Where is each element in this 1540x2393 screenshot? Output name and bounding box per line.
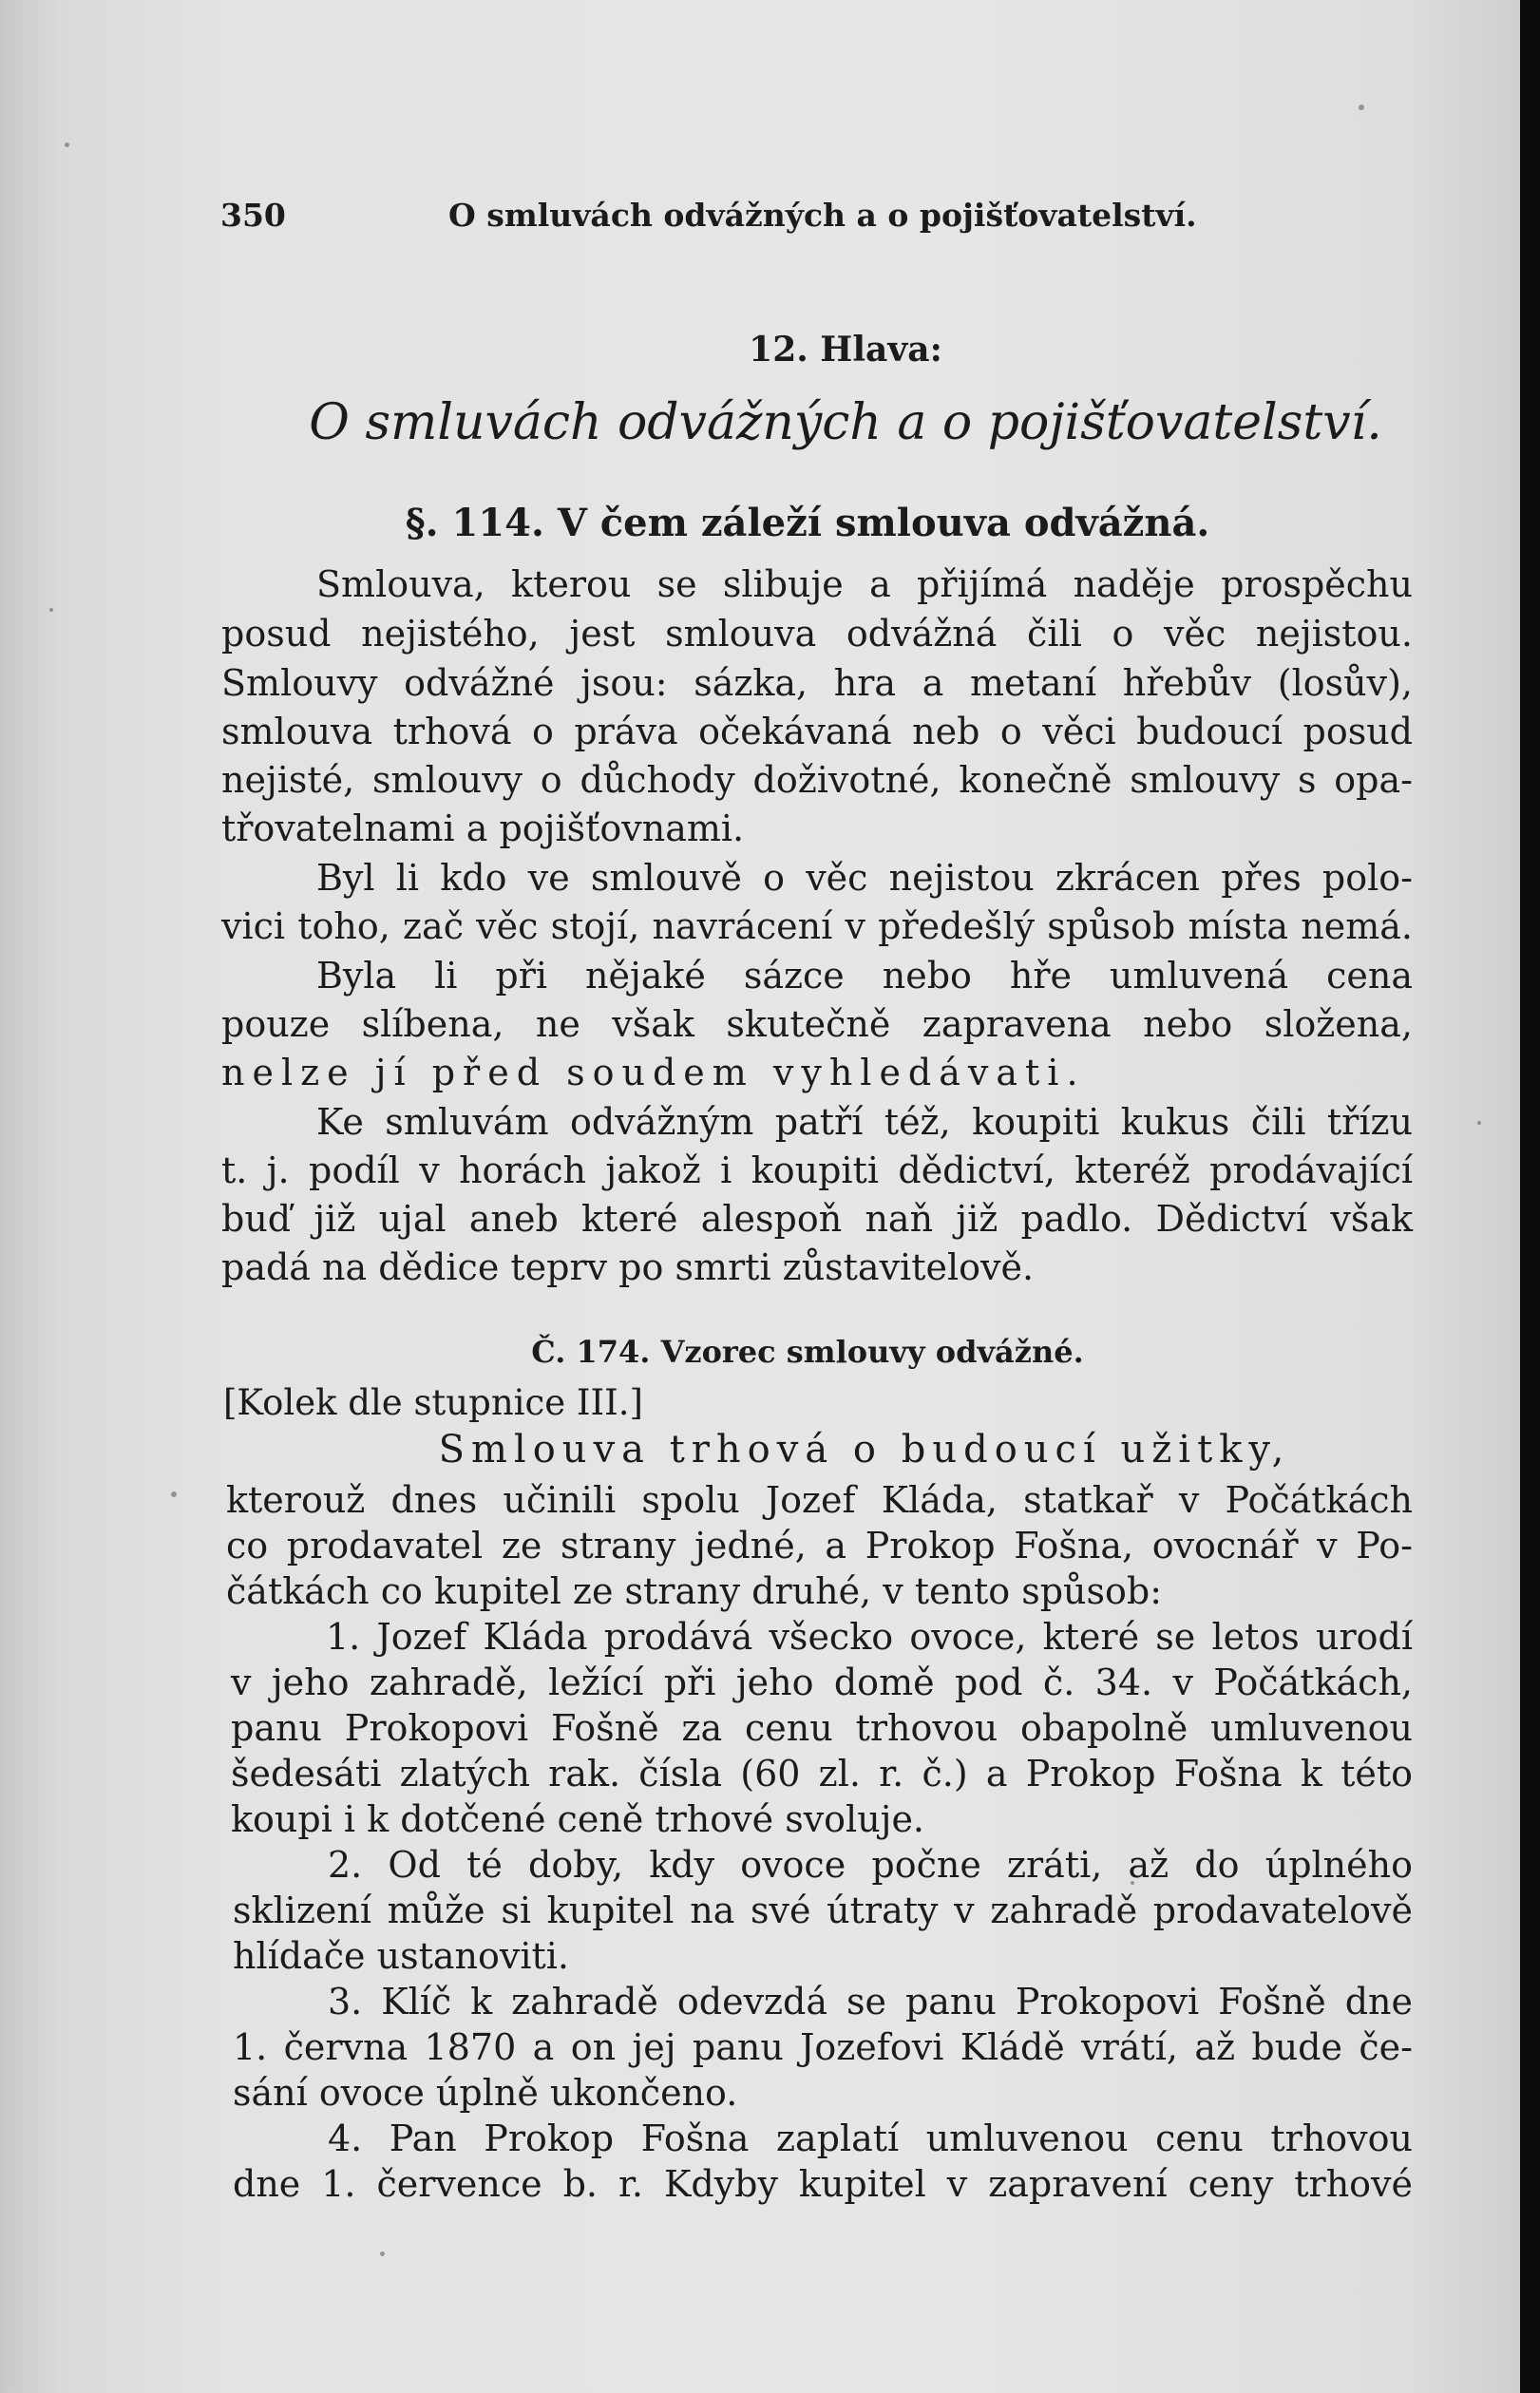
contract-line: koupi i k dotčené ceně trhové svoluje. xyxy=(231,1798,925,1840)
chapter-number: 12. Hlava: xyxy=(749,330,942,370)
contract-line: hlídače ustanoviti. xyxy=(233,1935,569,1977)
text-line: nelze jí před soudem vyhledávati. xyxy=(221,1052,1086,1093)
stamp-note: [Kolek dle stupnice III.] xyxy=(223,1382,643,1423)
running-title: O smluvách odvážných a o pojišťovatelství. xyxy=(448,197,1197,234)
contract-line: sklizení může si kupitel na své útraty v zahradě prodavatelově xyxy=(233,1890,1413,1931)
chapter-title: O smluvách odvážných a o pojišťovatelství. xyxy=(309,394,1382,451)
text-line: buď již ujal aneb které alespoň naň již padlo. Dědictví však xyxy=(221,1198,1413,1240)
contract-line: 2. Od té doby, kdy ovoce počne zráti, až do úplného xyxy=(328,1844,1413,1886)
form-heading: Č. 174. Vzorec smlouvy odvážné. xyxy=(531,1334,1084,1370)
text-line: Smlouva, kterou se slibuje a přijímá naděje prospěchu xyxy=(316,563,1413,605)
page-number: 350 xyxy=(220,197,286,234)
contract-line: 4. Pan Prokop Fošna zaplatí umluvenou cenu trhovou xyxy=(328,2118,1413,2159)
contract-title: Smlouva trhová o budoucí užitky, xyxy=(438,1428,1291,1472)
contract-line: 1. Jozef Kláda prodává všecko ovoce, které se letos urodí xyxy=(326,1616,1413,1658)
text-line: pouze slíbena, ne však skutečně zapravena nebo složena, xyxy=(221,1003,1413,1045)
text-line: Byl li kdo ve smlouvě o věc nejistou zkrácen přes polo- xyxy=(316,857,1413,899)
text-line: padá na dědice teprv po smrti zůstavitelově. xyxy=(221,1246,1035,1288)
contract-line: sání ovoce úplně ukončeno. xyxy=(233,2072,738,2114)
text-line: smlouva trhová o práva očekávaná neb o věci budoucí posud xyxy=(221,711,1413,752)
text-line: vici toho, zač věc stojí, navrácení v předešlý spůsob místa nemá. xyxy=(221,905,1413,947)
contract-line: dne 1. července b. r. Kdyby kupitel v zapravení ceny trhové xyxy=(233,2163,1413,2205)
text-line: Ke smluvám odvážným patří též, koupiti kukus čili třízu xyxy=(316,1101,1413,1143)
contract-line: 3. Klíč k zahradě odevzdá se panu Prokopovi Fošně dne xyxy=(328,1981,1413,2023)
text-line: t. j. podíl v horách jakož i koupiti dědictví, kteréž prodávající xyxy=(221,1149,1413,1191)
text-line: Smlouvy odvážné jsou: sázka, hra a metaní hřebův (losův), xyxy=(221,662,1413,704)
contract-line: co prodavatel ze strany jedné, a Prokop Fošna, ovocnář v Po- xyxy=(226,1525,1413,1567)
contract-line: čátkách co kupitel ze strany druhé, v tento spůsob: xyxy=(226,1570,1163,1612)
contract-line: panu Prokopovi Fošně za cenu trhovou obapolně umluvenou xyxy=(231,1707,1413,1749)
text-line: nejisté, smlouvy o důchody doživotné, konečně smlouvy s opa- xyxy=(221,759,1413,801)
section-heading: §. 114. V čem záleží smlouva odvážná. xyxy=(405,501,1210,545)
contract-line: v jeho zahradě, ležící při jeho domě pod č. 34. v Počátkách, xyxy=(231,1662,1413,1703)
scan-edge xyxy=(1520,0,1540,2393)
contract-line: šedesáti zlatých rak. čísla (60 zl. r. č.) a Prokop Fošna k této xyxy=(231,1753,1413,1795)
text-line: Byla li při nějaké sázce nebo hře umluvená cena xyxy=(316,955,1413,997)
contract-line: kterouž dnes učinili spolu Jozef Kláda, statkař v Počátkách xyxy=(226,1479,1413,1521)
text-line: třovatelnami a pojišťovnami. xyxy=(221,807,745,849)
contract-line: 1. června 1870 a on jej panu Jozefovi Kládě vrátí, až bude če- xyxy=(233,2026,1413,2068)
text-line: posud nejistého, jest smlouva odvážná čili o věc nejistou. xyxy=(221,613,1413,655)
